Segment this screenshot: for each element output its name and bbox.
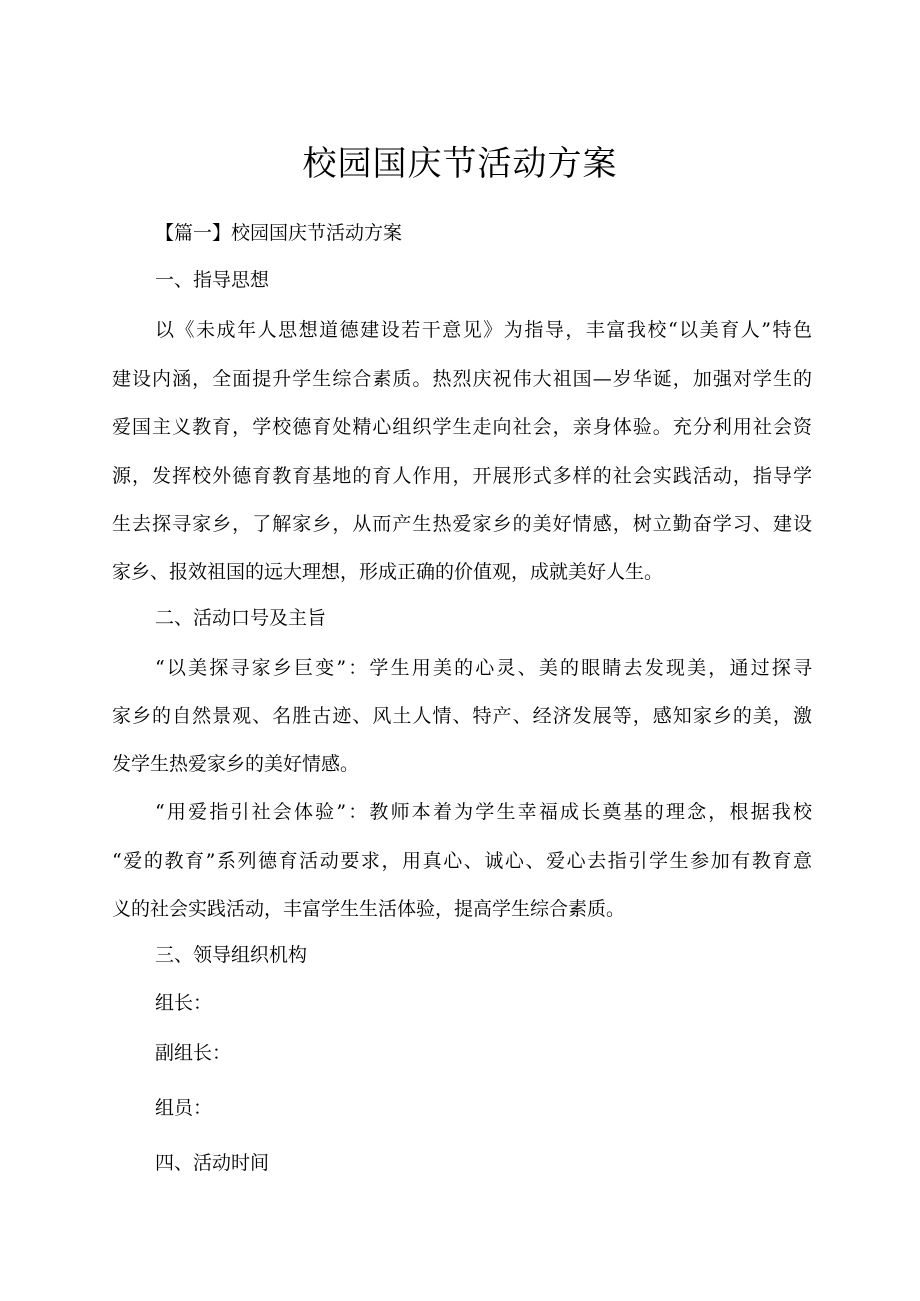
section-heading-organization: 三、领导组织机构	[155, 944, 308, 966]
team-leader-label: 组长：	[155, 992, 213, 1014]
paragraph-line: “用爱指引社会体验”：教师本着为学生幸福成长奠基的理念，根据我校	[155, 801, 812, 823]
document-title: 校园国庆节活动方案	[302, 143, 618, 184]
paragraph-line: “爱的教育”系列德育活动要求，用真心、诚心、爱心去指引学生参加有教育意	[112, 850, 812, 872]
paragraph-line: 家乡的自然景观、名胜古迹、风土人情、特产、经济发展等，感知家乡的美，激	[112, 705, 812, 727]
section-heading-guiding-ideology: 一、指导思想	[155, 269, 270, 291]
paragraph-line: “以美探寻家乡巨变”：学生用美的心灵、美的眼睛去发现美，通过探寻	[155, 657, 812, 679]
section-heading-activity-time: 四、活动时间	[155, 1152, 270, 1174]
paragraph-line: 生去探寻家乡，了解家乡，从而产生热爱家乡的美好情感，树立勤奋学习、建设	[112, 513, 812, 535]
section-heading-part-one: 【篇一】校园国庆节活动方案	[155, 222, 403, 244]
paragraph-line: 发学生热爱家乡的美好情感。	[112, 753, 360, 775]
section-heading-slogan: 二、活动口号及主旨	[155, 607, 327, 629]
paragraph-line: 义的社会实践活动，丰富学生生活体验，提高学生综合素质。	[112, 898, 626, 920]
paragraph-line: 爱国主义教育，学校德育处精心组织学生走向社会，亲身体验。充分利用社会资	[112, 416, 812, 438]
deputy-leader-label: 副组长：	[155, 1042, 232, 1064]
paragraph-line: 源，发挥校外德育教育基地的育人作用，开展形式多样的社会实践活动，指导学	[112, 465, 812, 487]
members-label: 组员：	[155, 1097, 213, 1119]
paragraph-line: 建设内涵，全面提升学生综合素质。热烈庆祝伟大祖国—岁华诞，加强对学生的	[112, 368, 812, 390]
paragraph-line: 家乡、报效祖国的远大理想，形成正确的价值观，成就美好人生。	[112, 561, 664, 583]
paragraph-line: 以《未成年人思想道德建设若干意见》为指导，丰富我校“以美育人”特色	[155, 319, 812, 341]
